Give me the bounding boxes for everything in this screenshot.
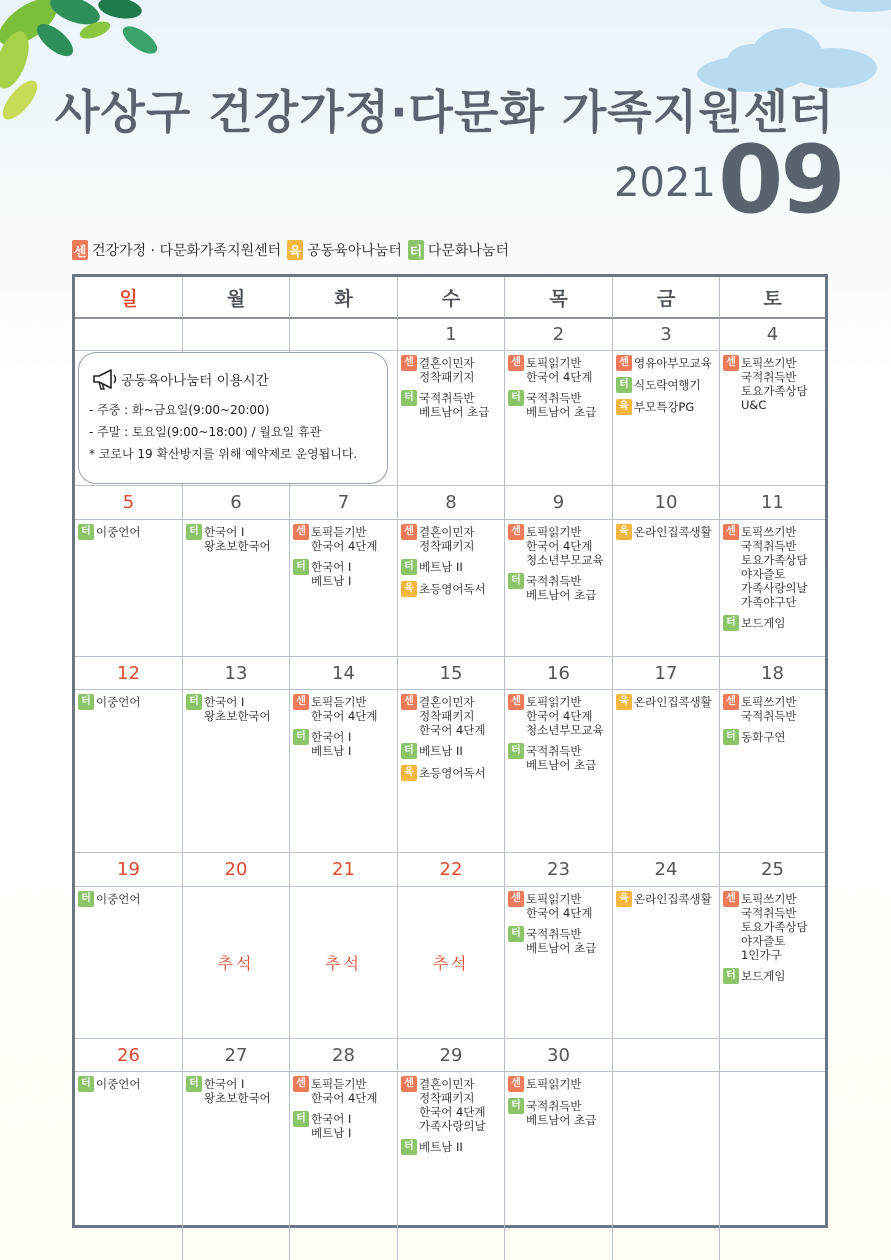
event-text: 식도락여행기	[634, 378, 701, 392]
event-text: 토픽쓰기반 국적취득반 토요가족상담 야자즐토 1인가구	[741, 892, 808, 962]
event-list	[720, 1072, 825, 1076]
day-events	[505, 520, 613, 657]
event-text: 한국어 I 베트남 I	[311, 730, 352, 758]
day-number: 17	[613, 657, 720, 690]
event-tag: 터	[508, 743, 524, 759]
event-tag: 터	[401, 559, 417, 575]
event-list	[398, 690, 504, 781]
event-item	[78, 694, 182, 710]
event-text: 이중언어	[96, 1077, 141, 1091]
event-text: 부모특강PG	[634, 400, 695, 414]
event-tag: 센	[508, 1076, 524, 1092]
event-tag: 터	[293, 559, 309, 575]
event-item	[723, 355, 825, 412]
event-list	[75, 887, 182, 907]
event-text: 국적취득반 베트남어 초급	[526, 744, 597, 772]
event-tag: 센	[293, 524, 309, 540]
event-tag: 터	[508, 390, 524, 406]
event-tag: 터	[401, 390, 417, 406]
day-events	[183, 520, 290, 657]
notice-box	[78, 352, 388, 484]
day-number: 13	[183, 657, 290, 690]
cloud-decoration-small	[820, 0, 891, 12]
day-number: 1	[398, 319, 505, 351]
weekday-header: 월	[183, 277, 290, 319]
event-item	[723, 729, 825, 745]
day-number	[720, 1039, 825, 1072]
event-item	[401, 559, 504, 575]
event-item	[401, 1139, 504, 1155]
day-number: 22	[398, 853, 505, 887]
event-tag: 센	[616, 355, 632, 371]
day-events	[720, 887, 825, 1039]
event-item	[293, 1076, 397, 1105]
event-tag: 터	[78, 891, 94, 907]
day-number: 30	[505, 1039, 613, 1072]
day-number: 23	[505, 853, 613, 887]
event-list	[720, 351, 825, 412]
event-tag: 센	[401, 355, 417, 371]
event-list	[398, 351, 504, 419]
event-item	[723, 694, 825, 723]
event-item	[78, 1076, 182, 1092]
event-list	[505, 887, 612, 955]
event-item	[508, 743, 612, 772]
event-tag: 터	[78, 1076, 94, 1092]
event-text: 결혼이민자 정착패키지	[419, 356, 475, 384]
event-tag: 센	[508, 694, 524, 710]
event-text: 온라인집콕생활	[634, 892, 712, 906]
event-tag: 터	[78, 524, 94, 540]
notice-title: 공동육아나눔터 이용시간	[121, 373, 269, 389]
event-text: 토픽쓰기반 국적취득반 토요가족상담 야자즐토 가족사랑의날 가족야구단	[741, 525, 808, 609]
weekday-header: 일	[75, 277, 183, 319]
event-tag: 터	[508, 573, 524, 589]
day-events	[183, 887, 290, 1039]
event-text: 국적취득반 베트남어 초급	[526, 1099, 597, 1127]
event-list	[183, 520, 289, 553]
event-text: 국적취득반 베트남어 초급	[526, 574, 597, 602]
event-list	[720, 887, 825, 984]
day-events	[613, 690, 720, 853]
event-item	[401, 1076, 504, 1133]
megaphone-icon	[91, 367, 121, 391]
day-events	[720, 1072, 825, 1260]
event-text: 국적취득반 베트남어 초급	[526, 391, 597, 419]
event-tag: 센	[723, 355, 739, 371]
event-text: 초등영어독서	[419, 766, 486, 780]
event-list	[613, 887, 719, 907]
day-number: 11	[720, 486, 825, 520]
day-events	[613, 351, 720, 486]
event-tag: 센	[723, 891, 739, 907]
day-events	[505, 351, 613, 486]
event-text: 토픽읽기반	[526, 1077, 582, 1091]
event-tag: 센	[723, 524, 739, 540]
event-text: 결혼이민자 정착패키지	[419, 525, 475, 553]
day-number: 27	[183, 1039, 290, 1072]
event-item	[401, 355, 504, 384]
event-tag: 터	[401, 1139, 417, 1155]
day-number: 7	[290, 486, 398, 520]
event-text: 결혼이민자 정착패키지 한국어 4단계 가족사랑의날	[419, 1077, 486, 1133]
day-number: 12	[75, 657, 183, 690]
event-list	[75, 1072, 182, 1092]
day-events	[75, 690, 183, 853]
day-number: 10	[613, 486, 720, 520]
legend-label-multicultural: 다문화나눔터	[427, 243, 509, 259]
event-item	[401, 524, 504, 553]
event-item	[401, 390, 504, 419]
legend-label-center: 건강가정 · 다문화가족지원센터	[92, 243, 282, 259]
day-number: 19	[75, 853, 183, 887]
day-number: 21	[290, 853, 398, 887]
event-tag: 터	[616, 377, 632, 393]
event-text: 이중언어	[96, 695, 141, 709]
event-list	[613, 351, 719, 415]
event-text: 국적취득반 베트남어 초급	[419, 391, 490, 419]
event-text: 베트남 II	[419, 744, 463, 758]
day-events	[720, 520, 825, 657]
event-item	[508, 694, 612, 737]
event-tag: 육	[401, 765, 417, 781]
event-list	[183, 1072, 289, 1105]
event-list	[505, 351, 612, 419]
event-list	[505, 520, 612, 602]
notice-line-weekend: - 주말 : 토요일(9:00~18:00) / 월요일 휴관	[89, 425, 322, 439]
event-list	[720, 690, 825, 745]
day-events	[398, 351, 505, 486]
legend-tag-center: 센	[72, 240, 88, 260]
event-text: 이중언어	[96, 892, 141, 906]
day-events	[398, 887, 505, 1039]
day-events	[290, 887, 398, 1039]
event-text: 국적취득반 베트남어 초급	[526, 927, 597, 955]
event-text: 베트남 II	[419, 1140, 463, 1154]
event-tag: 터	[186, 694, 202, 710]
day-events	[613, 520, 720, 657]
day-events	[183, 690, 290, 853]
legend-label-childcare: 공동육아나눔터	[307, 243, 402, 259]
event-tag: 터	[186, 1076, 202, 1092]
event-text: 한국어 I 왕초보한국어	[204, 695, 271, 723]
event-tag: 터	[508, 926, 524, 942]
event-text: 토픽읽기반 한국어 4단계 청소년부모교육	[526, 695, 604, 737]
event-item	[186, 524, 289, 553]
day-number	[290, 319, 398, 351]
event-tag: 센	[508, 524, 524, 540]
event-item	[616, 377, 719, 393]
day-number: 8	[398, 486, 505, 520]
event-tag: 육	[616, 524, 632, 540]
event-item	[508, 573, 612, 602]
event-list	[613, 1072, 719, 1076]
event-text: 토픽읽기반 한국어 4단계	[526, 356, 593, 384]
page-title: 사상구 건강가정·다문화 가족지원센터	[55, 85, 835, 139]
event-item	[293, 694, 397, 723]
event-item	[723, 891, 825, 962]
event-item	[616, 355, 719, 371]
event-list	[75, 690, 182, 710]
event-list	[720, 520, 825, 631]
event-tag: 육	[616, 694, 632, 710]
day-number: 5	[75, 486, 183, 520]
event-item	[401, 694, 504, 737]
event-list	[183, 690, 289, 723]
event-item	[186, 1076, 289, 1105]
event-tag: 센	[401, 1076, 417, 1092]
event-tag: 육	[616, 891, 632, 907]
day-events	[613, 887, 720, 1039]
day-number	[75, 319, 183, 351]
event-text: 토픽듣기반 한국어 4단계	[311, 1077, 378, 1105]
event-item	[78, 524, 182, 540]
event-text: 한국어 I 베트남 I	[311, 560, 352, 588]
event-text: 보드게임	[741, 969, 786, 983]
day-number: 14	[290, 657, 398, 690]
event-list	[290, 1072, 397, 1140]
event-item	[508, 524, 612, 567]
day-events	[505, 887, 613, 1039]
day-number: 26	[75, 1039, 183, 1072]
event-text: 베트남 II	[419, 560, 463, 574]
event-tag: 센	[508, 355, 524, 371]
event-tag: 터	[723, 729, 739, 745]
day-events	[183, 1072, 290, 1260]
event-text: 이중언어	[96, 525, 141, 539]
event-item	[723, 615, 825, 631]
notice-line-covid: * 코로나 19 확산방지를 위해 예약제로 운영됩니다.	[89, 447, 358, 461]
event-item	[723, 968, 825, 984]
event-tag: 센	[293, 1076, 309, 1092]
day-events	[398, 520, 505, 657]
event-list	[290, 520, 397, 588]
event-tag: 센	[723, 694, 739, 710]
event-item	[293, 1111, 397, 1140]
event-text: 동화구연	[741, 730, 786, 744]
event-item	[401, 743, 504, 759]
event-tag: 터	[723, 615, 739, 631]
event-text: 결혼이민자 정착패키지 한국어 4단계	[419, 695, 486, 737]
event-list	[613, 690, 719, 710]
weekday-header: 수	[398, 277, 505, 319]
event-list	[398, 1072, 504, 1155]
event-item	[293, 559, 397, 588]
notice-line-weekday: - 주중 : 화~금요일(9:00~20:00)	[89, 403, 270, 417]
event-item	[401, 581, 504, 597]
day-number	[613, 1039, 720, 1072]
day-events	[613, 1072, 720, 1260]
weekday-header: 토	[720, 277, 825, 319]
weekday-header: 화	[290, 277, 398, 319]
event-item	[508, 390, 612, 419]
day-number: 18	[720, 657, 825, 690]
day-events	[75, 1072, 183, 1260]
event-tag: 터	[293, 1111, 309, 1127]
calendar-year: 2021	[614, 160, 716, 206]
event-list	[290, 690, 397, 758]
day-events	[75, 887, 183, 1039]
holiday-label: 추석	[432, 954, 470, 973]
weekday-header: 금	[613, 277, 720, 319]
event-text: 보드게임	[741, 616, 786, 630]
event-tag: 터	[723, 968, 739, 984]
event-item	[293, 729, 397, 758]
event-item	[616, 891, 719, 907]
event-tag: 육	[401, 581, 417, 597]
day-number: 9	[505, 486, 613, 520]
event-item	[78, 891, 182, 907]
event-tag: 터	[401, 743, 417, 759]
event-list	[613, 520, 719, 540]
day-events	[720, 351, 825, 486]
day-number: 15	[398, 657, 505, 690]
legend	[72, 240, 515, 260]
day-events	[290, 690, 398, 853]
event-item	[508, 891, 612, 920]
event-item	[508, 1076, 612, 1092]
event-item	[508, 1098, 612, 1127]
event-item	[616, 399, 719, 415]
day-number: 16	[505, 657, 613, 690]
calendar-month: 09	[718, 126, 843, 235]
event-item	[723, 524, 825, 609]
day-number: 4	[720, 319, 825, 351]
day-number: 25	[720, 853, 825, 887]
event-tag: 센	[401, 694, 417, 710]
event-tag: 센	[508, 891, 524, 907]
event-text: 영유아부모교육	[634, 356, 712, 370]
holiday-label: 추석	[217, 954, 255, 973]
day-number: 28	[290, 1039, 398, 1072]
day-events	[505, 1072, 613, 1260]
event-text: 온라인집콕생활	[634, 525, 712, 539]
day-number: 24	[613, 853, 720, 887]
day-events	[290, 520, 398, 657]
day-events	[290, 1072, 398, 1260]
event-tag: 터	[186, 524, 202, 540]
event-text: 한국어 I 왕초보한국어	[204, 1077, 271, 1105]
event-tag: 터	[78, 694, 94, 710]
event-text: 토픽듣기반 한국어 4단계	[311, 695, 378, 723]
event-tag: 센	[401, 524, 417, 540]
day-events	[720, 690, 825, 853]
event-text: 토픽읽기반 한국어 4단계	[526, 892, 593, 920]
holiday-label: 추석	[325, 954, 362, 973]
day-number: 3	[613, 319, 720, 351]
day-events	[505, 690, 613, 853]
event-tag: 센	[293, 694, 309, 710]
event-text: 온라인집콕생활	[634, 695, 712, 709]
event-item	[616, 694, 719, 710]
event-text: 토픽쓰기반 국적취득반	[741, 695, 797, 723]
day-number	[183, 319, 290, 351]
legend-tag-childcare: 육	[287, 240, 303, 260]
day-events	[398, 690, 505, 853]
event-text: 토픽쓰기반 국적취득반 토요가족상담 U&C	[741, 356, 808, 412]
event-tag: 터	[508, 1098, 524, 1114]
event-text: 토픽듣기반 한국어 4단계	[311, 525, 378, 553]
event-text: 한국어 I 왕초보한국어	[204, 525, 271, 553]
day-number: 6	[183, 486, 290, 520]
event-item	[508, 355, 612, 384]
day-events	[75, 520, 183, 657]
event-list	[505, 1072, 612, 1127]
event-tag: 육	[616, 399, 632, 415]
event-list	[398, 520, 504, 597]
event-list	[75, 520, 182, 540]
event-item	[186, 694, 289, 723]
day-number: 29	[398, 1039, 505, 1072]
event-item	[293, 524, 397, 553]
legend-tag-multicultural: 터	[408, 240, 424, 260]
event-item	[401, 765, 504, 781]
day-number: 20	[183, 853, 290, 887]
event-text: 한국어 I 베트남 I	[311, 1112, 352, 1140]
day-events	[398, 1072, 505, 1260]
event-text: 초등영어독서	[419, 582, 486, 596]
day-number: 2	[505, 319, 613, 351]
event-list	[505, 690, 612, 772]
event-item	[616, 524, 719, 540]
event-tag: 터	[293, 729, 309, 745]
weekday-header: 목	[505, 277, 613, 319]
event-text: 토픽읽기반 한국어 4단계 청소년부모교육	[526, 525, 604, 567]
event-item	[508, 926, 612, 955]
